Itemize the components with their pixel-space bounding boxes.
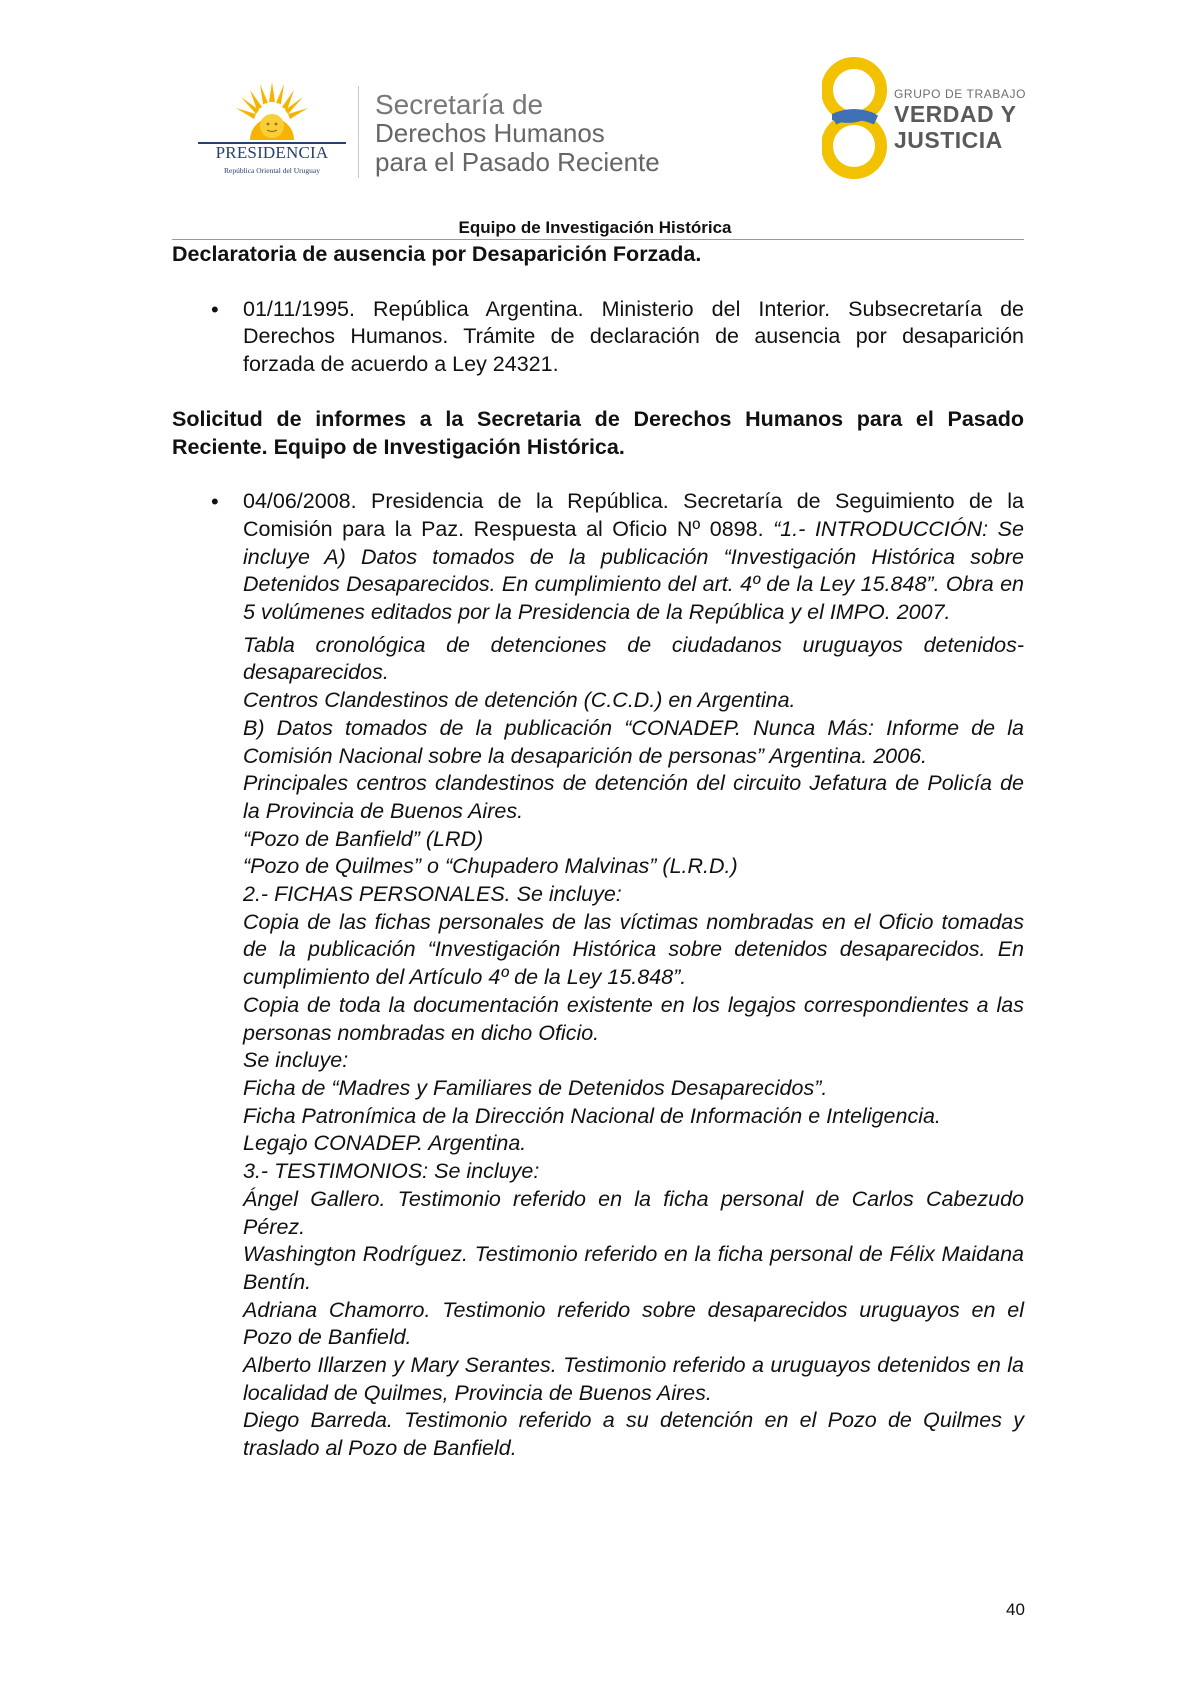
header-rule	[172, 239, 1024, 240]
list-item: Se incluye:	[243, 1048, 349, 1073]
secretaria-line-1: Secretaría de	[375, 89, 544, 120]
list-item: Ficha de “Madres y Familiares de Detenidos Desaparecidos”.	[243, 1075, 828, 1100]
list-item: “Pozo de Banfield” (LRD)	[243, 826, 484, 851]
secretaria-line-3: para el Pasado Reciente	[375, 147, 660, 177]
secretaria-logo-text	[375, 90, 660, 177]
section-1-heading: Declaratoria de ausencia por Desaparición Forzada.	[172, 242, 702, 266]
vj-line-1: GRUPO DE TRABAJO	[894, 87, 1027, 101]
bullet-plain-text: 04/06/2008. Presidencia de la República. Secretaría de Seguimiento de la Comisión para la Paz. Respuesta al Oficio Nº 0898.	[243, 489, 1024, 541]
secretaria-line-2: Derechos Humanos	[375, 118, 605, 148]
team-title: Equipo de Investigación Histórica	[458, 218, 732, 237]
bullet-icon: •	[211, 489, 219, 515]
list-item: Centros Clandestinos de detención (C.C.D.) en Argentina.	[243, 688, 796, 713]
list-item: Washington Rodríguez. Testimonio referido en la ficha personal de Félix Maidana Bentín.	[243, 1242, 1024, 1294]
list-item: Copia de las fichas personales de las víctimas nombradas en el Oficio tomadas de la publicación “Investigación Histórica sobre detenidos desaparecidos. En cumplimiento del Artículo 4º de la Ley 15.848”.	[243, 909, 1024, 990]
list-item: Diego Barreda. Testimonio referido a su detención en el Pozo de Quilmes y traslado al Pozo de Banfield.	[243, 1408, 1024, 1461]
list-item: Copia de toda la documentación existente en los legajos correspondientes a las personas nombradas en dicho Oficio.	[243, 992, 1024, 1045]
header-divider	[358, 86, 359, 178]
list-item: Alberto Illarzen y Mary Serantes. Testimonio referido a uruguayos detenidos en la localidad de Quilmes, Provincia de Buenos Aires.	[243, 1353, 1024, 1405]
list-item: 2.- FICHAS PERSONALES. Se incluye:	[243, 882, 622, 907]
presidencia-subtitle: República Oriental del Uruguay	[223, 166, 320, 175]
list-item: B) Datos tomados de la publicación “CONADEP. Nunca Más: Informe de la Comisión Nacional sobre la desaparición de personas” Argentina. 2006.	[243, 715, 1024, 768]
vj-line-3: JUSTICIA	[894, 127, 1003, 153]
document-body	[172, 241, 1024, 1463]
list-item: “Pozo de Quilmes” o “Chupadero Malvinas” (L.R.D.)	[243, 854, 738, 879]
section-2-bullet	[172, 488, 1024, 1463]
list-item: Ángel Gallero. Testimonio referido en la ficha personal de Carlos Cabezudo Pérez.	[243, 1186, 1024, 1239]
list-item: 3.- TESTIMONIOS: Se incluye:	[243, 1159, 540, 1184]
bullet-italic-text: “1.- INTRODUCCIÓN: Se incluye A) Datos tomados de la publicación “Investigación Histórica sobre Detenidos Desaparecidos. En cumplimiento del art. 4º de la Ley 15.848”. Obra en 5 volúmenes editados por la Presidencia de la República y el IMPO. 2007.	[243, 516, 1024, 625]
list-item: Ficha Patronímica de la Dirección Nacional de Información e Inteligencia.	[243, 1103, 941, 1128]
list-item: Tabla cronológica de detenciones de ciudadanos uruguayos detenidos-desaparecidos.	[243, 632, 1024, 685]
presidencia-logo	[196, 80, 348, 180]
verdad-justicia-logo-text	[894, 88, 1026, 152]
section-2-heading: Solicitud de informes a la Secretaria de Derechos Humanos para el Pasado Reciente. Equipo de Investigación Histórica.	[172, 406, 1024, 459]
section-2-bullet-text	[243, 488, 1024, 627]
presidencia-name: PRESIDENCIA	[215, 143, 329, 162]
page-number: 40	[1006, 1600, 1025, 1619]
vj-line-2: VERDAD Y	[894, 101, 1017, 127]
list-item: Adriana Chamorro. Testimonio referido sobre desaparecidos uruguayos en el Pozo de Banfield.	[243, 1297, 1024, 1350]
section-1-bullet-text: 01/11/1995. República Argentina. Ministerio del Interior. Subsecretaría de Derechos Humanos. Trámite de declaración de ausencia por desaparición forzada de acuerdo a Ley 24321.	[243, 296, 1024, 377]
sun-emblem-icon	[232, 80, 312, 142]
list-item: Principales centros clandestinos de detención del circuito Jefatura de Policía de la Provincia de Buenos Aires.	[243, 771, 1024, 823]
section-1-bullet	[172, 296, 1024, 379]
list-item: Legajo CONADEP. Argentina.	[243, 1131, 527, 1156]
bullet-icon: •	[211, 296, 219, 322]
